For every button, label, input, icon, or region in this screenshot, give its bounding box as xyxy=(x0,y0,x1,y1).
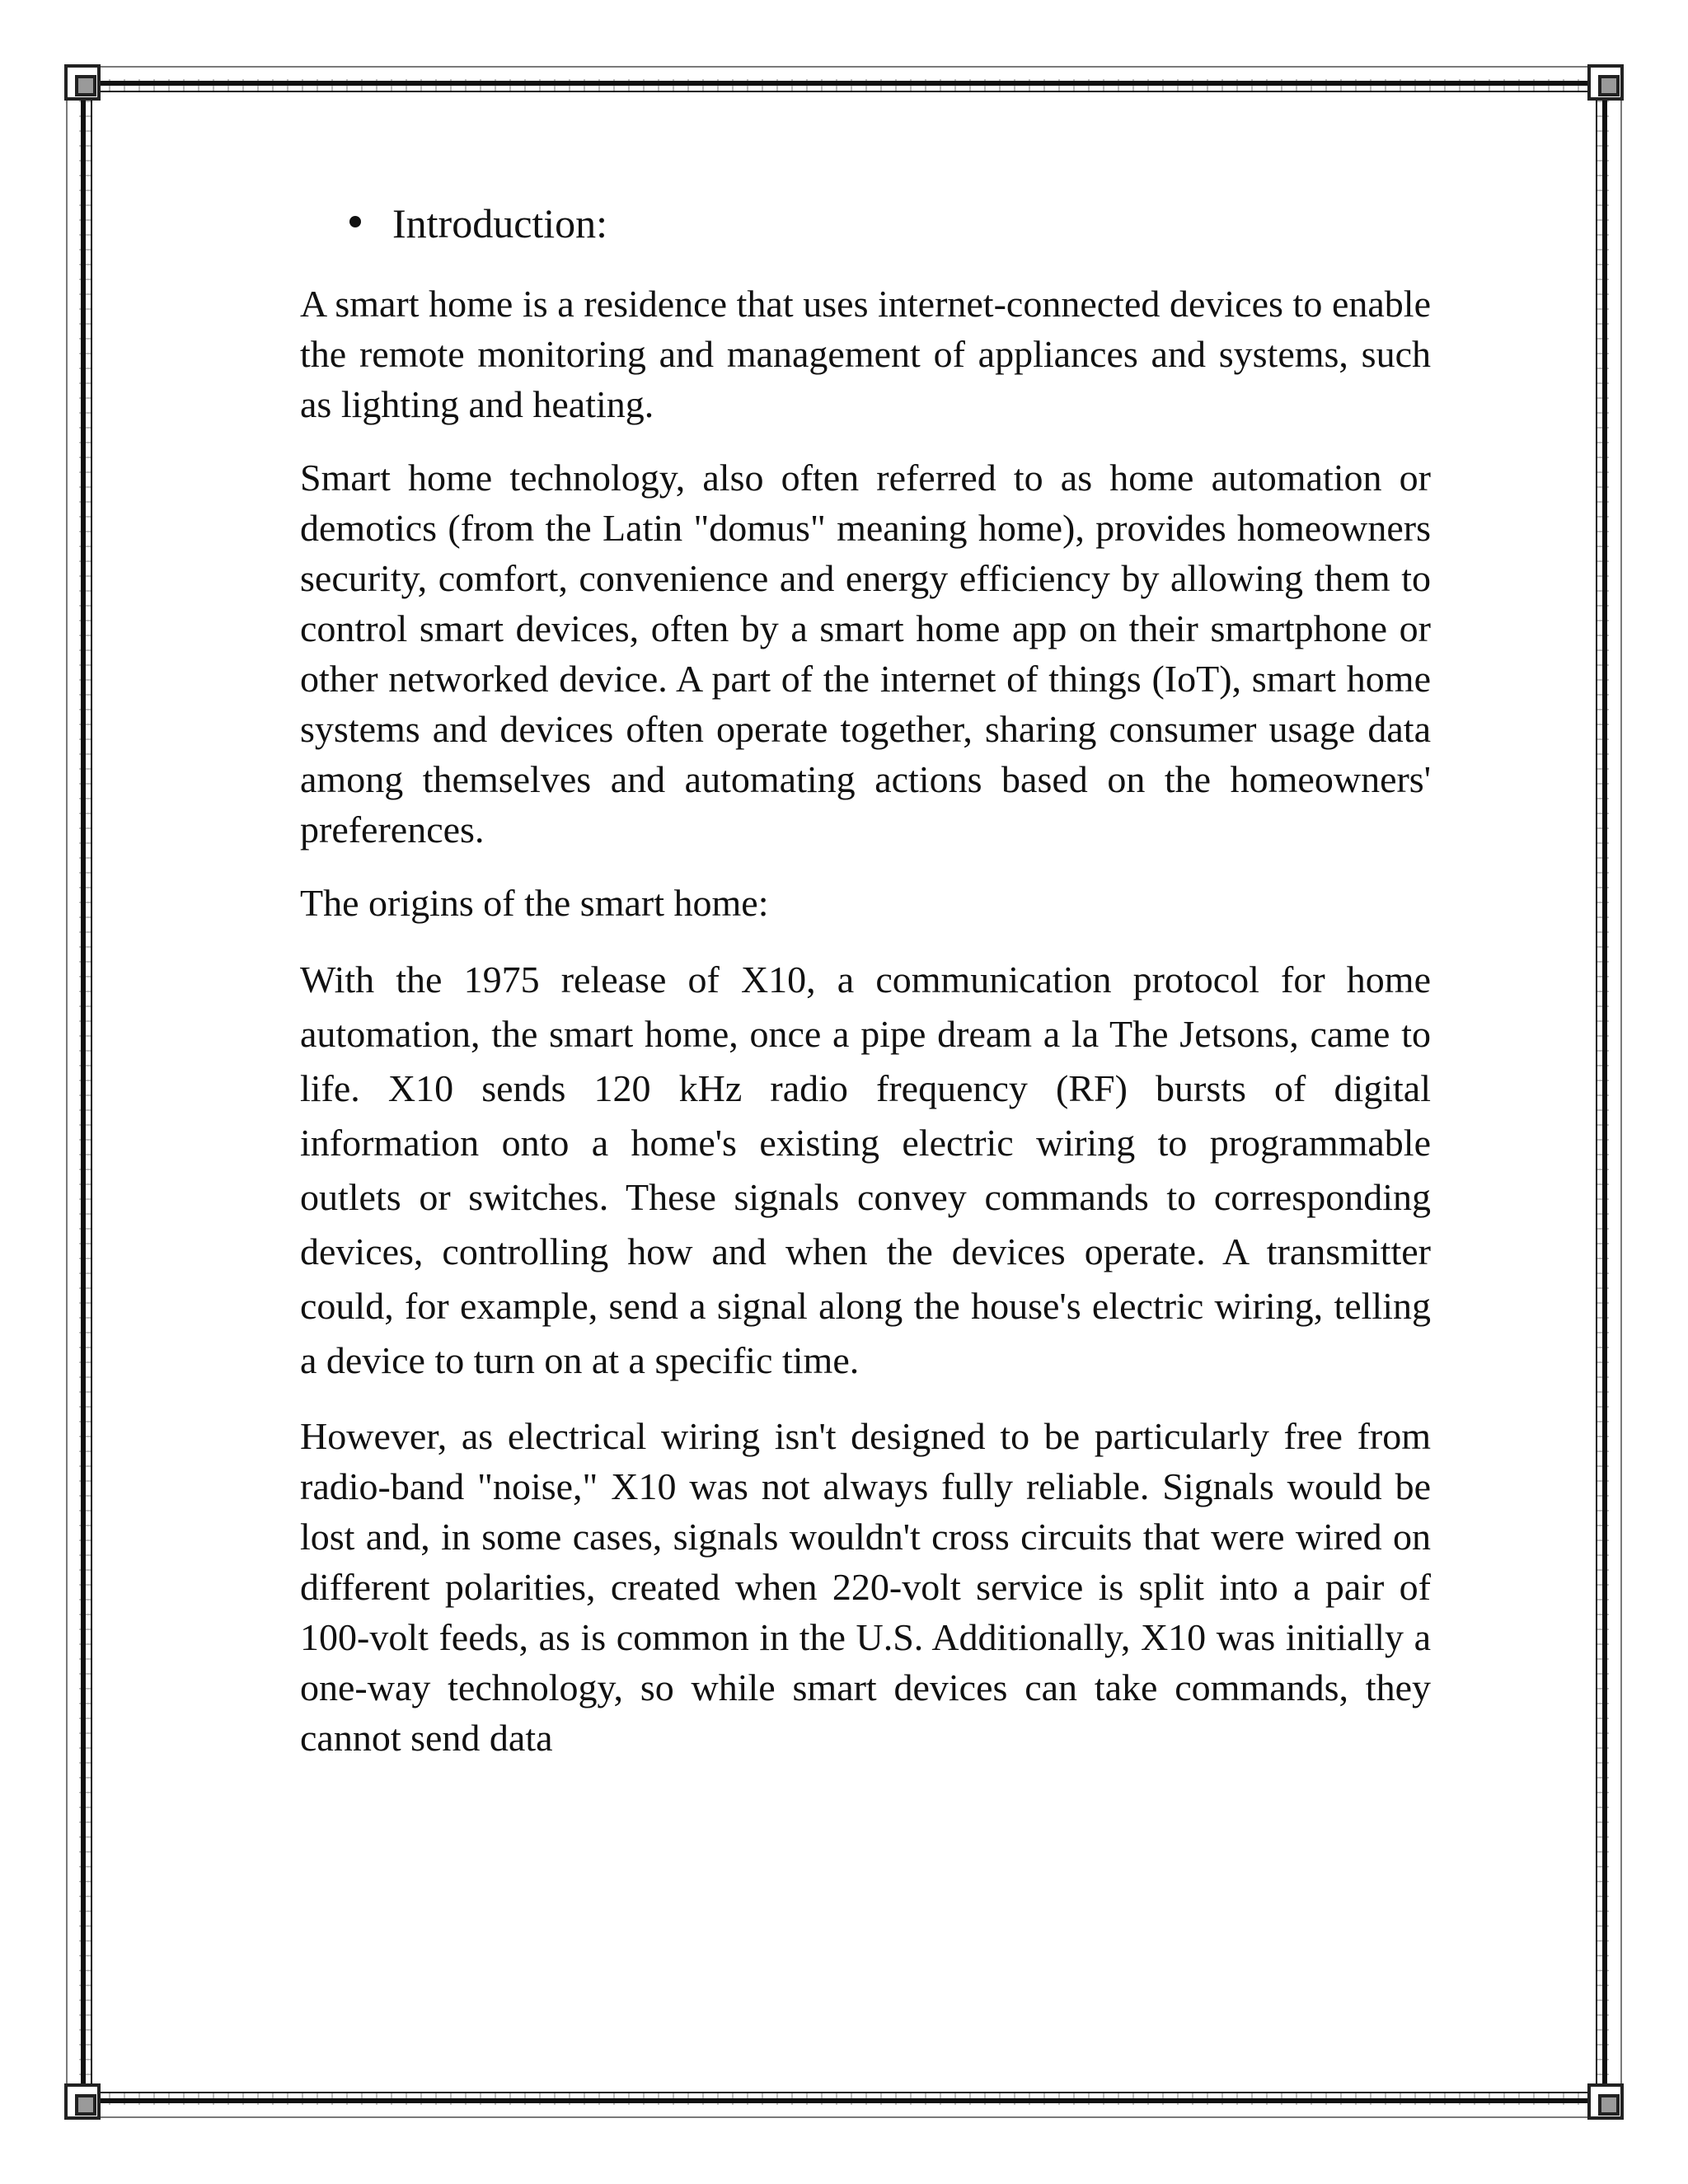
paragraph-x10-limitations: However, as electrical wiring isn't designed to be particularly free from radio-band "noise," X10 was not always fully reliable. Signals would be lost and, in some cases, signals wouldn't cross circuits that were wired on different polarities, created when 220-volt service is split into a pair of 100-volt feeds, as is common in the U.S. Additionally, X10 was initially a one-way technology, so while smart devices can take commands, they cannot send data xyxy=(300,1415,1431,1759)
document-body xyxy=(300,198,1431,1786)
corner-ornament-top-right xyxy=(1587,64,1624,101)
paragraph-technology: Smart home technology, also often referred to as home automation or demotics (from the Latin "domus" meaning home), provides homeowners security, comfort, convenience and energy efficiency by allowing them to control smart devices, often by a smart home app on their smartphone or other networked device. A part of the internet of things (IoT), smart home systems and devices often operate together, sharing consumer usage data among themselves and automating actions based on the homeowners' preferences. xyxy=(300,457,1431,851)
section-heading-origins: The origins of the smart home: xyxy=(300,882,769,924)
corner-ornament-bottom-right xyxy=(1587,2083,1624,2120)
paragraph-x10-release: With the 1975 release of X10, a communication protocol for home automation, the smart home, once a pipe dream a la The Jetsons, came to life. X10 sends 120 kHz radio frequency (RF) bursts of digital information onto a home's existing electric wiring to programmable outlets or switches. These signals convey commands to corresponding devices, controlling how and when the devices operate. A transmitter could, for example, send a signal along the house's electric wiring, telling a device to turn on at a specific time. xyxy=(300,958,1431,1381)
bullet-icon xyxy=(349,216,361,227)
bullet-heading-row xyxy=(349,198,1431,249)
corner-ornament-bottom-left xyxy=(64,2083,101,2120)
paragraph-definition: A smart home is a residence that uses internet-connected devices to enable the remote monitoring and management of appliances and systems, such as lighting and heating. xyxy=(300,283,1431,425)
intro-heading: Introduction: xyxy=(392,200,608,246)
corner-ornament-top-left xyxy=(64,64,101,101)
